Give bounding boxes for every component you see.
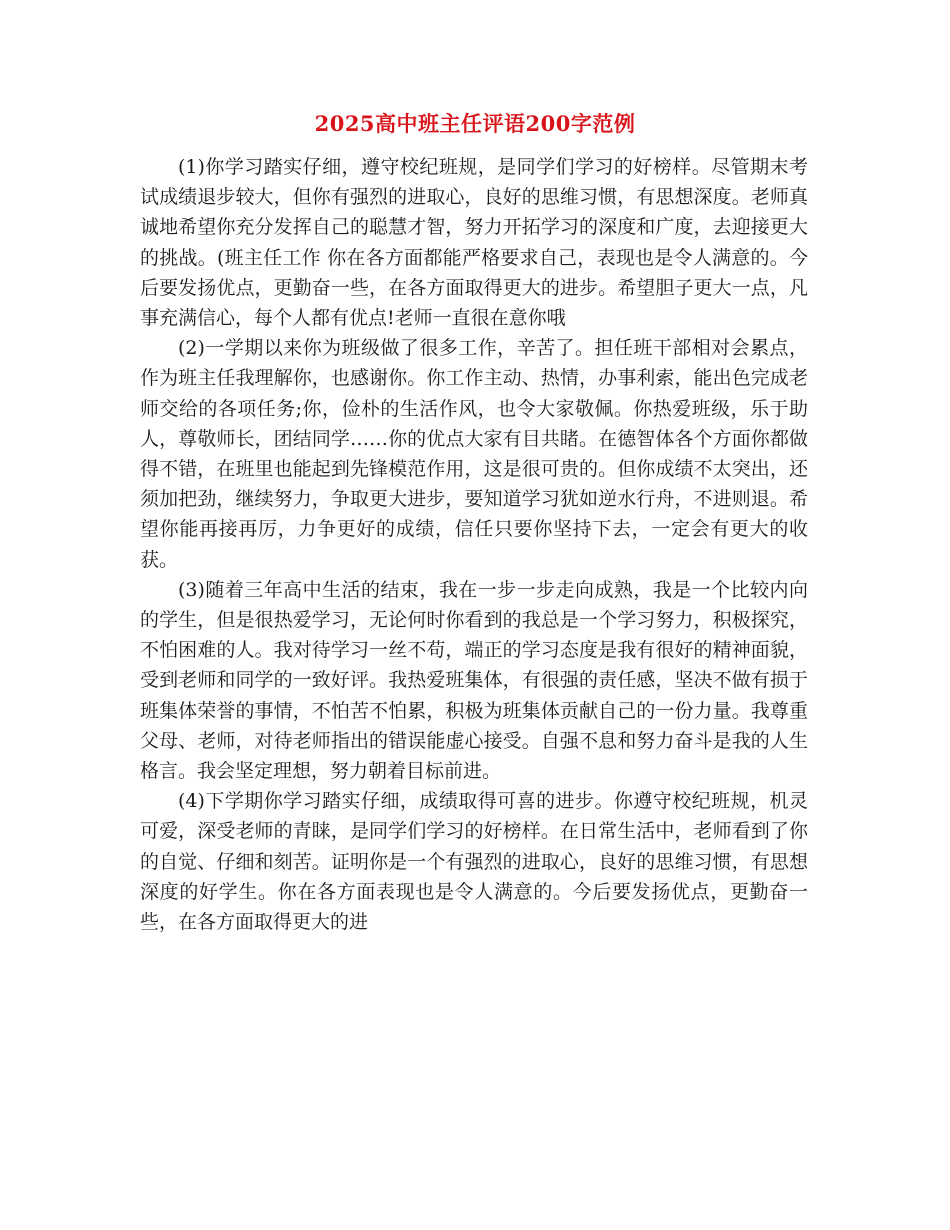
document-body bbox=[140, 152, 808, 937]
paragraph-3: (3)随着三年高中生活的结束，我在一步一步走向成熟，我是一个比较内向的学生，但是很热爱学习，无论何时你看到的我总是一个学习努力，积极探究，不怕困难的人。我对待学习一丝不苟，端正的学习态度是我有很好的精神面貌，受到老师和同学的一致好评。我热爱班集体，有很强的责任感，坚决不做有损于班集体荣誉的事情，不怕苦不怕累，积极为班集体贡献自己的一份力量。我尊重父母、老师，对待老师指出的错误能虚心接受。自强不息和努力奋斗是我的人生格言。我会坚定理想，努力朝着目标前进。 bbox=[140, 578, 808, 783]
paragraph-2: (2)一学期以来你为班级做了很多工作，辛苦了。担任班干部相对会累点，作为班主任我理解你，也感谢你。你工作主动、热情，办事利索，能出色完成老师交给的各项任务;你，俭朴的生活作风，也令大家敬佩。你热爱班级，乐于助人，尊敬师长，团结同学……你的优点大家有目共睹。在德智体各个方面你都做得不错，在班里也能起到先锋模范作用，这是很可贵的。但你成绩不太突出，还须加把劲，继续努力，争取更大进步，要知道学习犹如逆水行舟，不进则退。希望你能再接再厉，力争更好的成绩，信任只要你坚持下去，一定会有更大的收获。 bbox=[140, 337, 808, 571]
paragraph-1: (1)你学习踏实仔细，遵守校纪班规，是同学们学习的好榜样。尽管期末考试成绩退步较大，但你有强烈的进取心，良好的思维习惯，有思想深度。老师真诚地希望你充分发挥自己的聪慧才智，努力开拓学习的深度和广度，去迎接更大的挑战。(班主任工作 你在各方面都能严格要求自己，表现也是令人满意的。今后要发扬优点，更勤奋一些，在各方面取得更大的进步。希望胆子更大一点，凡事充满信心，每个人都有优点!老师一直很在意你哦 bbox=[140, 156, 808, 330]
paragraph-4: (4)下学期你学习踏实仔细，成绩取得可喜的进步。你遵守校纪班规，机灵可爱，深受老师的青睐，是同学们学习的好榜样。在日常生活中，老师看到了你的自觉、仔细和刻苦。证明你是一个有强烈的进取心，良好的思维习惯，有思想深度的好学生。你在各方面表现也是令人满意的。今后要发扬优点，更勤奋一些，在各方面取得更大的进 bbox=[140, 790, 808, 934]
document-title: 2025高中班主任评语200字范例 bbox=[314, 111, 636, 136]
